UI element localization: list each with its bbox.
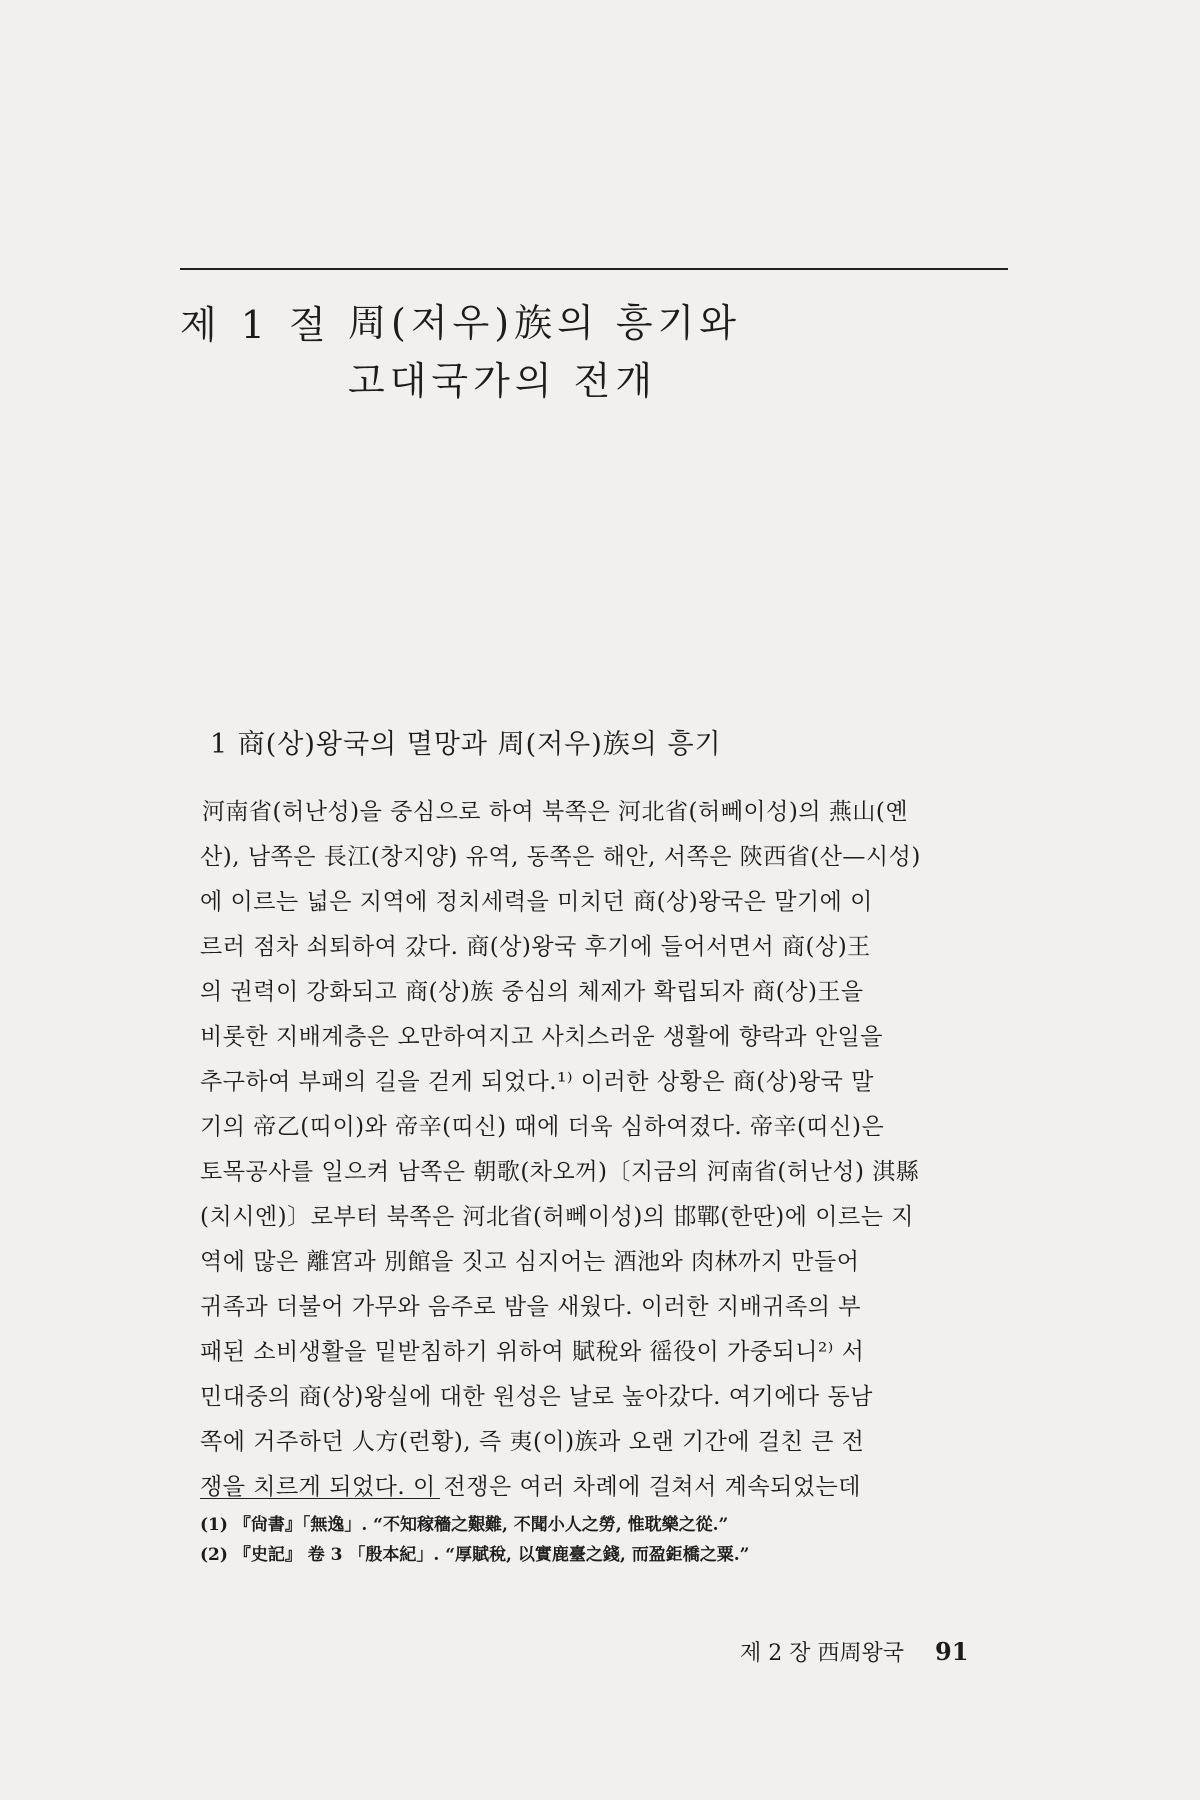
body-line: 쪽에 거주하던 人方(런황), 즉 夷(이)族과 오랜 기간에 걸친 큰 전 <box>200 1429 865 1455</box>
subsection-title: 1 商(상)왕국의 멸망과 周(저우)族의 흥기 <box>210 729 722 760</box>
body-line: 패된 소비생활을 밑받침하기 위하여 賦稅와 徭役이 가중되니²⁾ 서 <box>200 1339 865 1365</box>
body-line: 추구하여 부패의 길을 걷게 되었다.¹⁾ 이러한 상황은 商(상)왕국 말 <box>200 1069 874 1095</box>
footnote-1: (1) 『尙書』「無逸」. “不知稼穡之艱難, 不聞小人之勞, 惟耽樂之從.” <box>200 1515 729 1535</box>
body-line: 河南省(허난성)을 중심으로 하여 북쪽은 河北省(허뻬이성)의 燕山(옌 <box>202 799 909 825</box>
page-number: 91 <box>935 1637 969 1666</box>
body-line: (치시엔)〕로부터 북쪽은 河北省(허뻬이성)의 邯鄲(한딴)에 이르는 지 <box>200 1204 914 1230</box>
page-footer <box>740 1636 968 1667</box>
header-rule <box>180 268 1008 270</box>
body-line: 의 권력이 강화되고 商(상)族 중심의 체제가 확립되자 商(상)王을 <box>200 979 864 1005</box>
section-number: 제 1 절 <box>180 303 332 347</box>
body-line: 에 이르는 넓은 지역에 정치세력을 미치던 商(상)왕국은 말기에 이 <box>200 889 873 915</box>
footnote-rule <box>200 1498 440 1499</box>
footnote-2: (2) 『史記』 卷 3 「殷本紀」. “厚賦稅, 以實鹿臺之錢, 而盈鉅橋之粟.” <box>200 1545 750 1565</box>
body-paragraph <box>200 790 1020 1510</box>
body-line: 쟁을 치르게 되었다. 이 전쟁은 여러 차례에 걸쳐서 계속되었는데 <box>200 1474 861 1500</box>
body-line: 산), 남쪽은 長江(창지양) 유역, 동쪽은 해안, 서쪽은 陝西省(산—시성) <box>200 844 921 870</box>
section-title-line-1: 周(저우)族의 흥기와 <box>348 301 741 345</box>
body-line: 기의 帝乙(띠이)와 帝辛(띠신) 때에 더욱 심하여졌다. 帝辛(띠신)은 <box>200 1114 885 1140</box>
body-line: 토목공사를 일으켜 남쪽은 朝歌(차오꺼)〔지금의 河南省(허난성) 淇縣 <box>200 1159 920 1185</box>
body-line: 귀족과 더불어 가무와 음주로 밤을 새웠다. 이러한 지배귀족의 부 <box>200 1294 861 1320</box>
body-line: 비롯한 지배계층은 오만하여지고 사치스러운 생활에 향락과 안일을 <box>200 1024 883 1050</box>
body-line: 르러 점차 쇠퇴하여 갔다. 商(상)왕국 후기에 들어서면서 商(상)王 <box>200 934 871 960</box>
body-line: 민대중의 商(상)왕실에 대한 원성은 날로 높아갔다. 여기에다 동남 <box>200 1384 873 1410</box>
body-line: 역에 많은 離宮과 別館을 짓고 심지어는 酒池와 肉林까지 만들어 <box>200 1249 860 1275</box>
chapter-label: 제 2 장 西周왕국 <box>740 1641 904 1666</box>
section-title <box>348 294 741 410</box>
footnotes <box>200 1510 1020 1570</box>
section-title-line-2: 고대국가의 전개 <box>348 359 658 403</box>
